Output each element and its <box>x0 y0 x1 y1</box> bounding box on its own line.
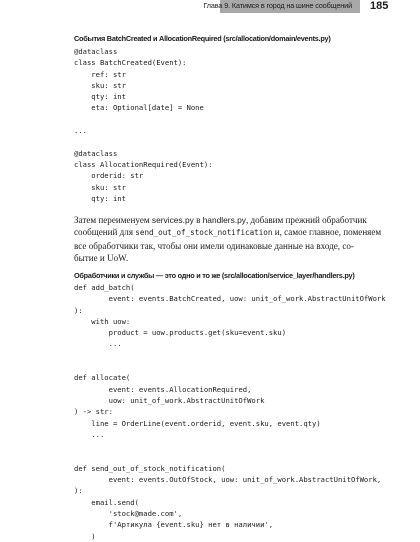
inline-code-function: send_out_of_stock_notification <box>135 228 273 238</box>
page-number: 185 <box>370 0 389 12</box>
paragraph-text: сообщений для <box>74 227 136 238</box>
paragraph-line-2 <box>74 226 382 239</box>
paragraph-line-4: бытие и UoW. <box>74 253 129 264</box>
body-paragraph <box>74 214 382 265</box>
filename-services: services.py <box>151 215 194 225</box>
running-header-bar <box>203 0 360 13</box>
listing-caption-events: События BatchCreated и AllocationRequired (src/allocation/domain/events.py) <box>74 34 331 43</box>
paragraph-text: , добавим прежний обработчик <box>245 215 367 225</box>
listing-caption-handlers: Обработчики и службы — это одно и то же (src/allocation/service_layer/handlers.py) <box>74 271 355 280</box>
filename-handlers: handlers.py <box>202 215 246 225</box>
paragraph-text: и, самое главное, поменяем <box>272 227 382 238</box>
paragraph-line-3: все обработчики так, чтобы они имели одинаковые данные на входе, со- <box>74 240 354 251</box>
paragraph-line-1 <box>74 214 374 226</box>
code-listing-handlers: def add_batch( event: events.BatchCreated, uow: unit_of_work.AbstractUnitOfWork ): with uow: product = uow.products.get(sku=event.sku) ... def allocate( event: events.AllocationRequired, uow: unit_of_work.AbstractUnitOfWork ) -> str: line = OrderLine(event.orderid, event.sku, event.qty) ... def send_out_of_stock_notification( event: events.OutOfStock, uow: unit_of_work.AbstractUnitOfWork, ): email.send( 'stock@made.com', f'Артикула {event.sku} нет в наличии', ) <box>74 283 386 541</box>
paragraph-text: в <box>193 215 203 225</box>
chapter-title: Глава 9. Катимся в город на шине сообщений <box>203 1 352 10</box>
paragraph-text: Затем переименуем <box>74 215 152 225</box>
code-listing-events: @dataclass class BatchCreated(Event): ref: str sku: str qty: int eta: Optional[date] = None ... @dataclass class AllocationRequired(Event): orderid: str sku: str qty: int <box>74 47 213 203</box>
